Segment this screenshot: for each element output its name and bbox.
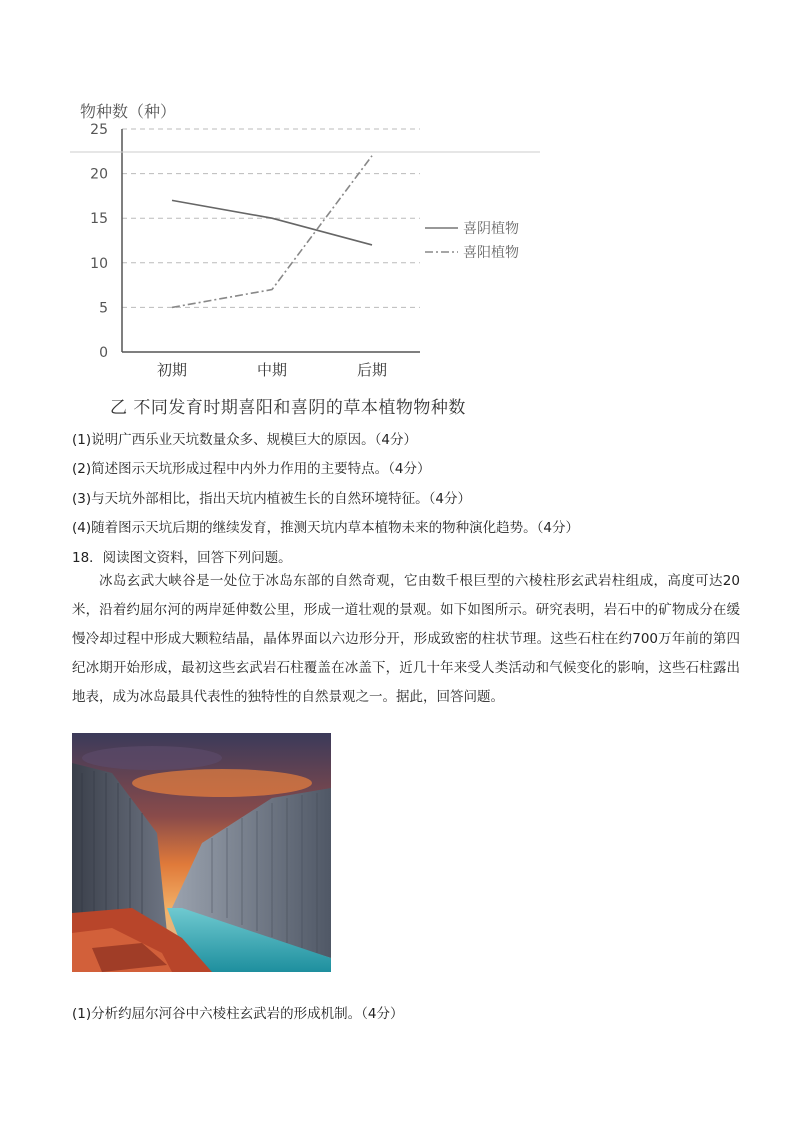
- question-18-passage: 冰岛玄武大峡谷是一处位于冰岛东部的自然奇观，它由数千根巨型的六棱柱形玄武岩柱组成，高度可达20米，沿着约屈尔河的两岸延伸数公里，形成一道壮观的景观。如下如图所示。研究表明，岩石中的矿物成分在缓慢冷却过程中形成大颗粒结晶，晶体界面以六边形分开，形成致密的柱状节理。这些石柱在约700万年前的第四纪冰期开始形成，最初这些玄武岩石柱覆盖在冰盖下，近几十年来受人类活动和气候变化的影响，这些石柱露出地表，成为冰岛最具代表性的独特性的自然景观之一。据此，回答问题。: [72, 573, 740, 705]
- y-tick-label: 0: [99, 345, 108, 361]
- y-tick-label: 20: [90, 166, 108, 183]
- question-17-2: (2)简述图示天坑形成过程中内外力作用的主要特点。（4分）: [72, 461, 431, 477]
- y-tick-label: 10: [90, 255, 108, 272]
- question-18-1: (1)分析约屈尔河谷中六棱柱玄武岩的形成机制。（4分）: [72, 1006, 404, 1022]
- legend-label-shade: 喜阴植物: [463, 221, 519, 237]
- y-tick-label: 15: [90, 211, 108, 228]
- question-17-1: (1)说明广西乐业天坑数量众多、规模巨大的原因。（4分）: [72, 432, 417, 448]
- series-line-sun: [172, 156, 372, 308]
- species-line-chart: [60, 95, 560, 385]
- chart-caption: 乙 不同发育时期喜阳和喜阴的草本植物物种数: [110, 398, 466, 418]
- x-tick-label: 后期: [356, 361, 388, 379]
- x-tick-label: 中期: [256, 361, 288, 379]
- question-18-heading: 18．阅读图文资料，回答下列问题。: [72, 550, 292, 566]
- x-tick-label: 初期: [156, 361, 188, 379]
- y-tick-label: 5: [99, 300, 108, 317]
- series-line-shade: [172, 200, 372, 245]
- question-17-4: (4)随着图示天坑后期的继续发育，推测天坑内草本植物未来的物种演化趋势。（4分）: [72, 520, 579, 536]
- y-axis-label: 物种数（种）: [80, 102, 177, 121]
- legend-label-sun: 喜阳植物: [463, 245, 519, 261]
- y-tick-label: 25: [90, 122, 108, 138]
- question-17-3: (3)与天坑外部相比，指出天坑内植被生长的自然环境特征。（4分）: [72, 491, 471, 507]
- basalt-canyon-photo: [72, 733, 331, 972]
